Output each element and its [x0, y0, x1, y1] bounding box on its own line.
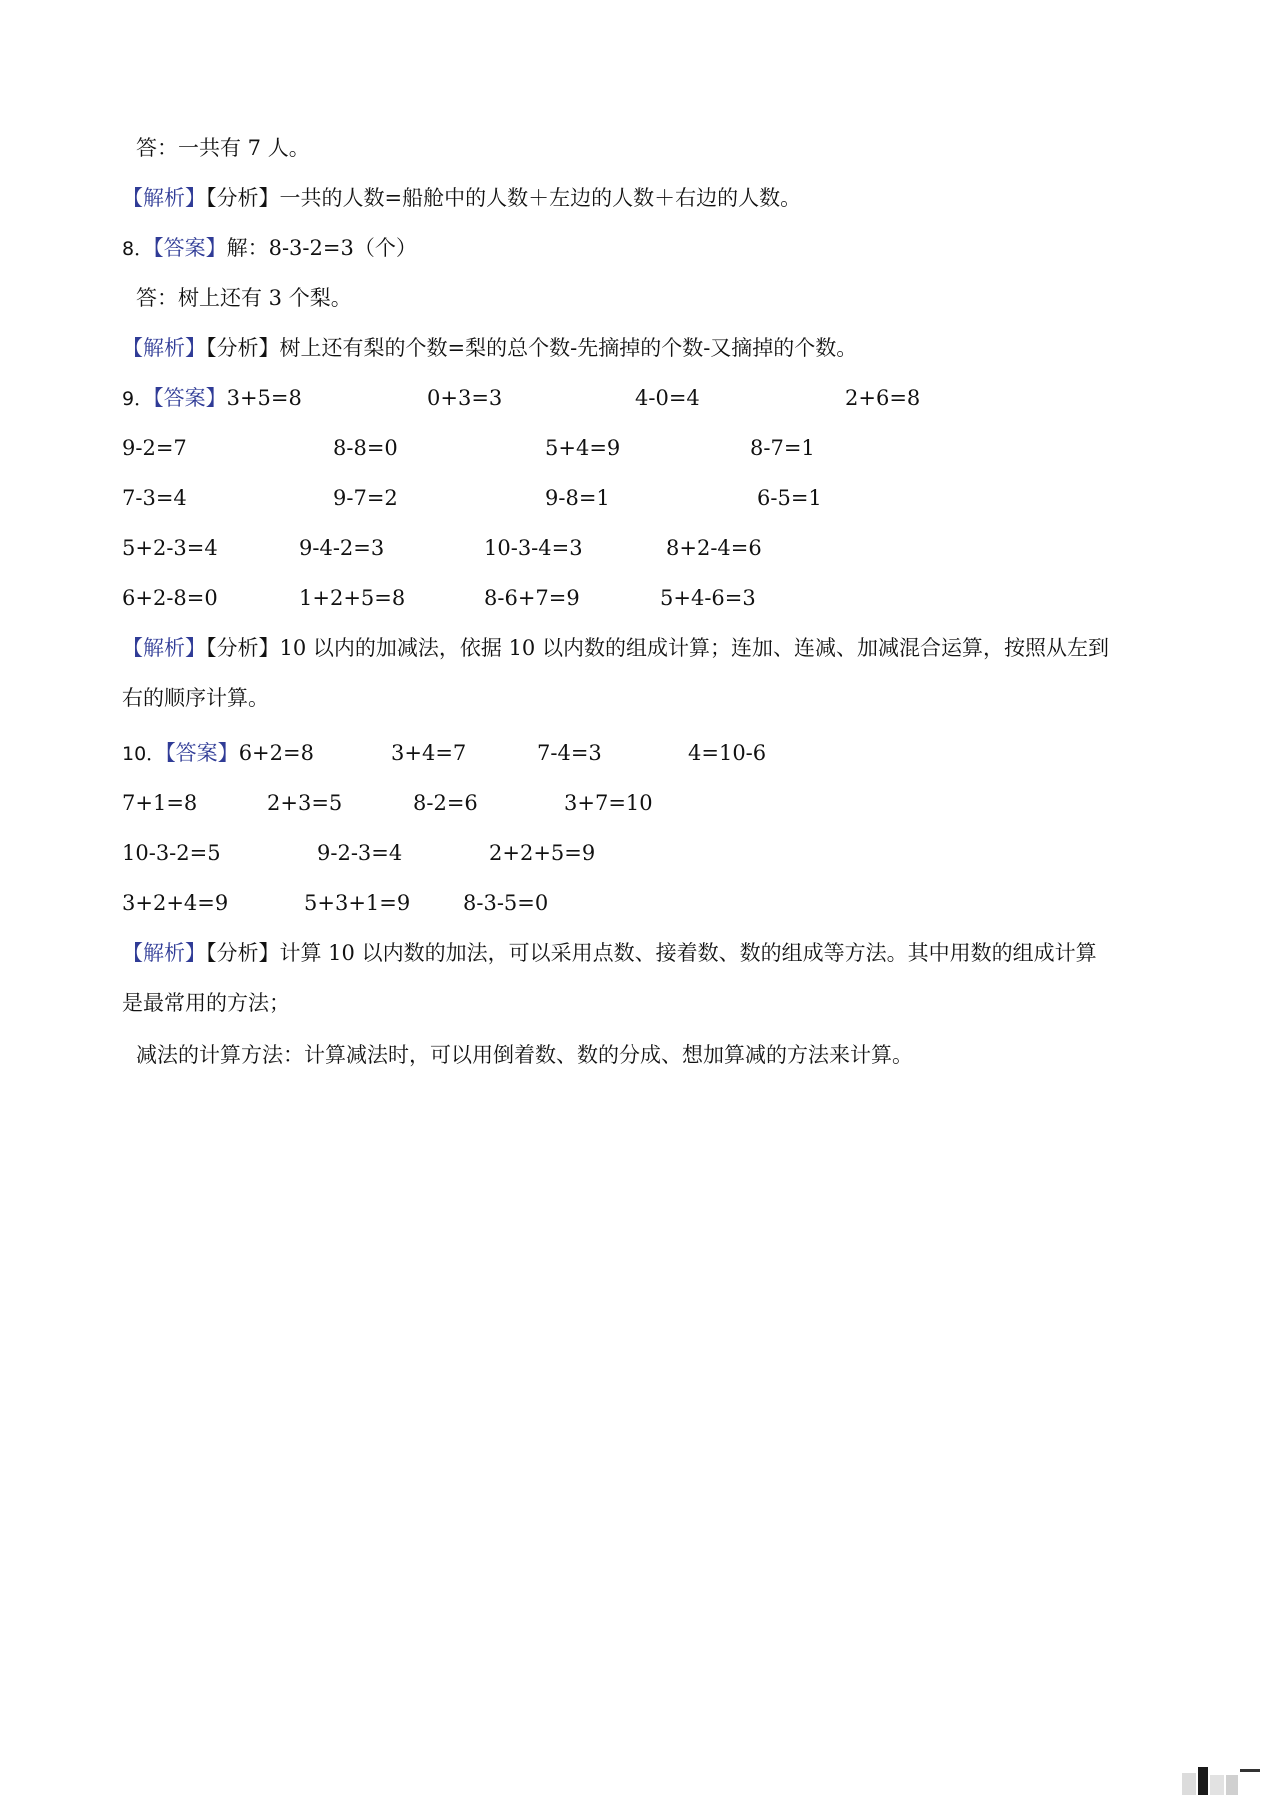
fenxi-tag: 【分析】: [206, 941, 280, 965]
equation: 4-0=4: [635, 386, 700, 410]
answer-tag: 【答案】: [153, 386, 227, 410]
q7-analysis: [122, 183, 1220, 213]
q9-row-4: [0, 533, 1280, 563]
equation: 6-5=1: [757, 486, 822, 510]
q9-row-5: [0, 583, 1280, 613]
q8-analysis-text: 树上还有梨的个数=梨的总个数-先摘掉的个数-又摘掉的个数。: [279, 336, 858, 360]
equation: 1+2+5=8: [299, 586, 406, 610]
equation: 2+6=8: [845, 386, 921, 410]
fenxi-tag: 【分析】: [206, 336, 280, 360]
answer-tag: 【答案】: [165, 741, 239, 765]
analysis-tag: 【解析】: [122, 941, 206, 965]
q7-analysis-text: 一共的人数=船舱中的人数＋左边的人数＋右边的人数。: [279, 186, 802, 210]
equation: 7+1=8: [122, 791, 198, 815]
q10-row-1: [0, 738, 1280, 768]
equation: 9-2-3=4: [317, 841, 403, 865]
equation: 5+2-3=4: [122, 536, 218, 560]
equation: 9-4-2=3: [299, 536, 385, 560]
equation: 10-3-2=5: [122, 841, 221, 865]
watermark-fragment-icon: [1182, 1761, 1262, 1801]
q10-analysis-line-2: 是最常用的方法；: [122, 991, 290, 1015]
answer-tag: 【答案】: [153, 236, 227, 260]
equation: 4=10-6: [688, 741, 767, 765]
equation: 8-2=6: [413, 791, 478, 815]
analysis-tag: 【解析】: [122, 636, 206, 660]
q10-number: 10．: [122, 743, 166, 765]
equation: 3+2+4=9: [122, 891, 229, 915]
equation: 8-7=1: [750, 436, 815, 460]
analysis-tag: 【解析】: [122, 186, 206, 210]
q9-row-2: [0, 433, 1280, 463]
equation: 8-3-5=0: [463, 891, 549, 915]
q8-analysis: [122, 333, 1220, 363]
q8-answer: [122, 233, 1220, 264]
equation: 7-4=3: [537, 741, 602, 765]
q8-number: 8．: [122, 238, 154, 260]
equation: 3+7=10: [564, 791, 653, 815]
equation: 5+4=9: [545, 436, 621, 460]
q10-analysis-line-3: 减法的计算方法：计算减法时，可以用倒着数、数的分成、想加算减的方法来计算。: [136, 1043, 913, 1067]
fenxi-tag: 【分析】: [206, 636, 280, 660]
equation: 2+3=5: [267, 791, 343, 815]
q9-analysis-line-2: 右的顺序计算。: [122, 686, 269, 710]
equation: 3+5=8: [226, 386, 302, 410]
equation: 8-8=0: [333, 436, 398, 460]
q9-analysis-line-1: [122, 633, 1220, 663]
equation: 10-3-4=3: [484, 536, 583, 560]
equation: 7-3=4: [122, 486, 187, 510]
equation: 2+2+5=9: [489, 841, 596, 865]
equation: 9-8=1: [545, 486, 610, 510]
equation: 5+3+1=9: [304, 891, 411, 915]
q9-analysis-text-1: 10 以内的加减法，依据 10 以内数的组成计算；连加、连减、加减混合运算，按照从左到: [279, 636, 1109, 660]
q9-number: 9．: [122, 388, 154, 410]
q10-analysis-text-1: 计算 10 以内数的加法，可以采用点数、接着数、数的组成等方法。其中用数的组成计算: [279, 941, 1097, 965]
q8-answer-line: 答：树上还有 3 个梨。: [136, 286, 352, 310]
equation: 8+2-4=6: [666, 536, 762, 560]
q8-solution: 解：8-3-2=3（个）: [226, 236, 417, 260]
q9-label: [122, 383, 302, 414]
equation: 6+2-8=0: [122, 586, 218, 610]
q10-analysis-line-1: [122, 938, 1220, 968]
analysis-tag: 【解析】: [122, 336, 206, 360]
q7-answer-line: 答：一共有 7 人。: [136, 136, 310, 160]
equation: 6+2=8: [238, 741, 314, 765]
equation: 3+4=7: [391, 741, 467, 765]
q10-row-4: [0, 888, 1280, 918]
equation: 8-6+7=9: [484, 586, 580, 610]
q9-row-3: [0, 483, 1280, 513]
equation: 9-7=2: [333, 486, 398, 510]
fenxi-tag: 【分析】: [206, 186, 280, 210]
equation: 5+4-6=3: [660, 586, 756, 610]
equation: 9-2=7: [122, 436, 187, 460]
q10-row-2: [0, 788, 1280, 818]
equation: 0+3=3: [427, 386, 503, 410]
q9-row-1: [0, 383, 1280, 413]
q10-row-3: [0, 838, 1280, 868]
q10-label: [122, 738, 314, 769]
